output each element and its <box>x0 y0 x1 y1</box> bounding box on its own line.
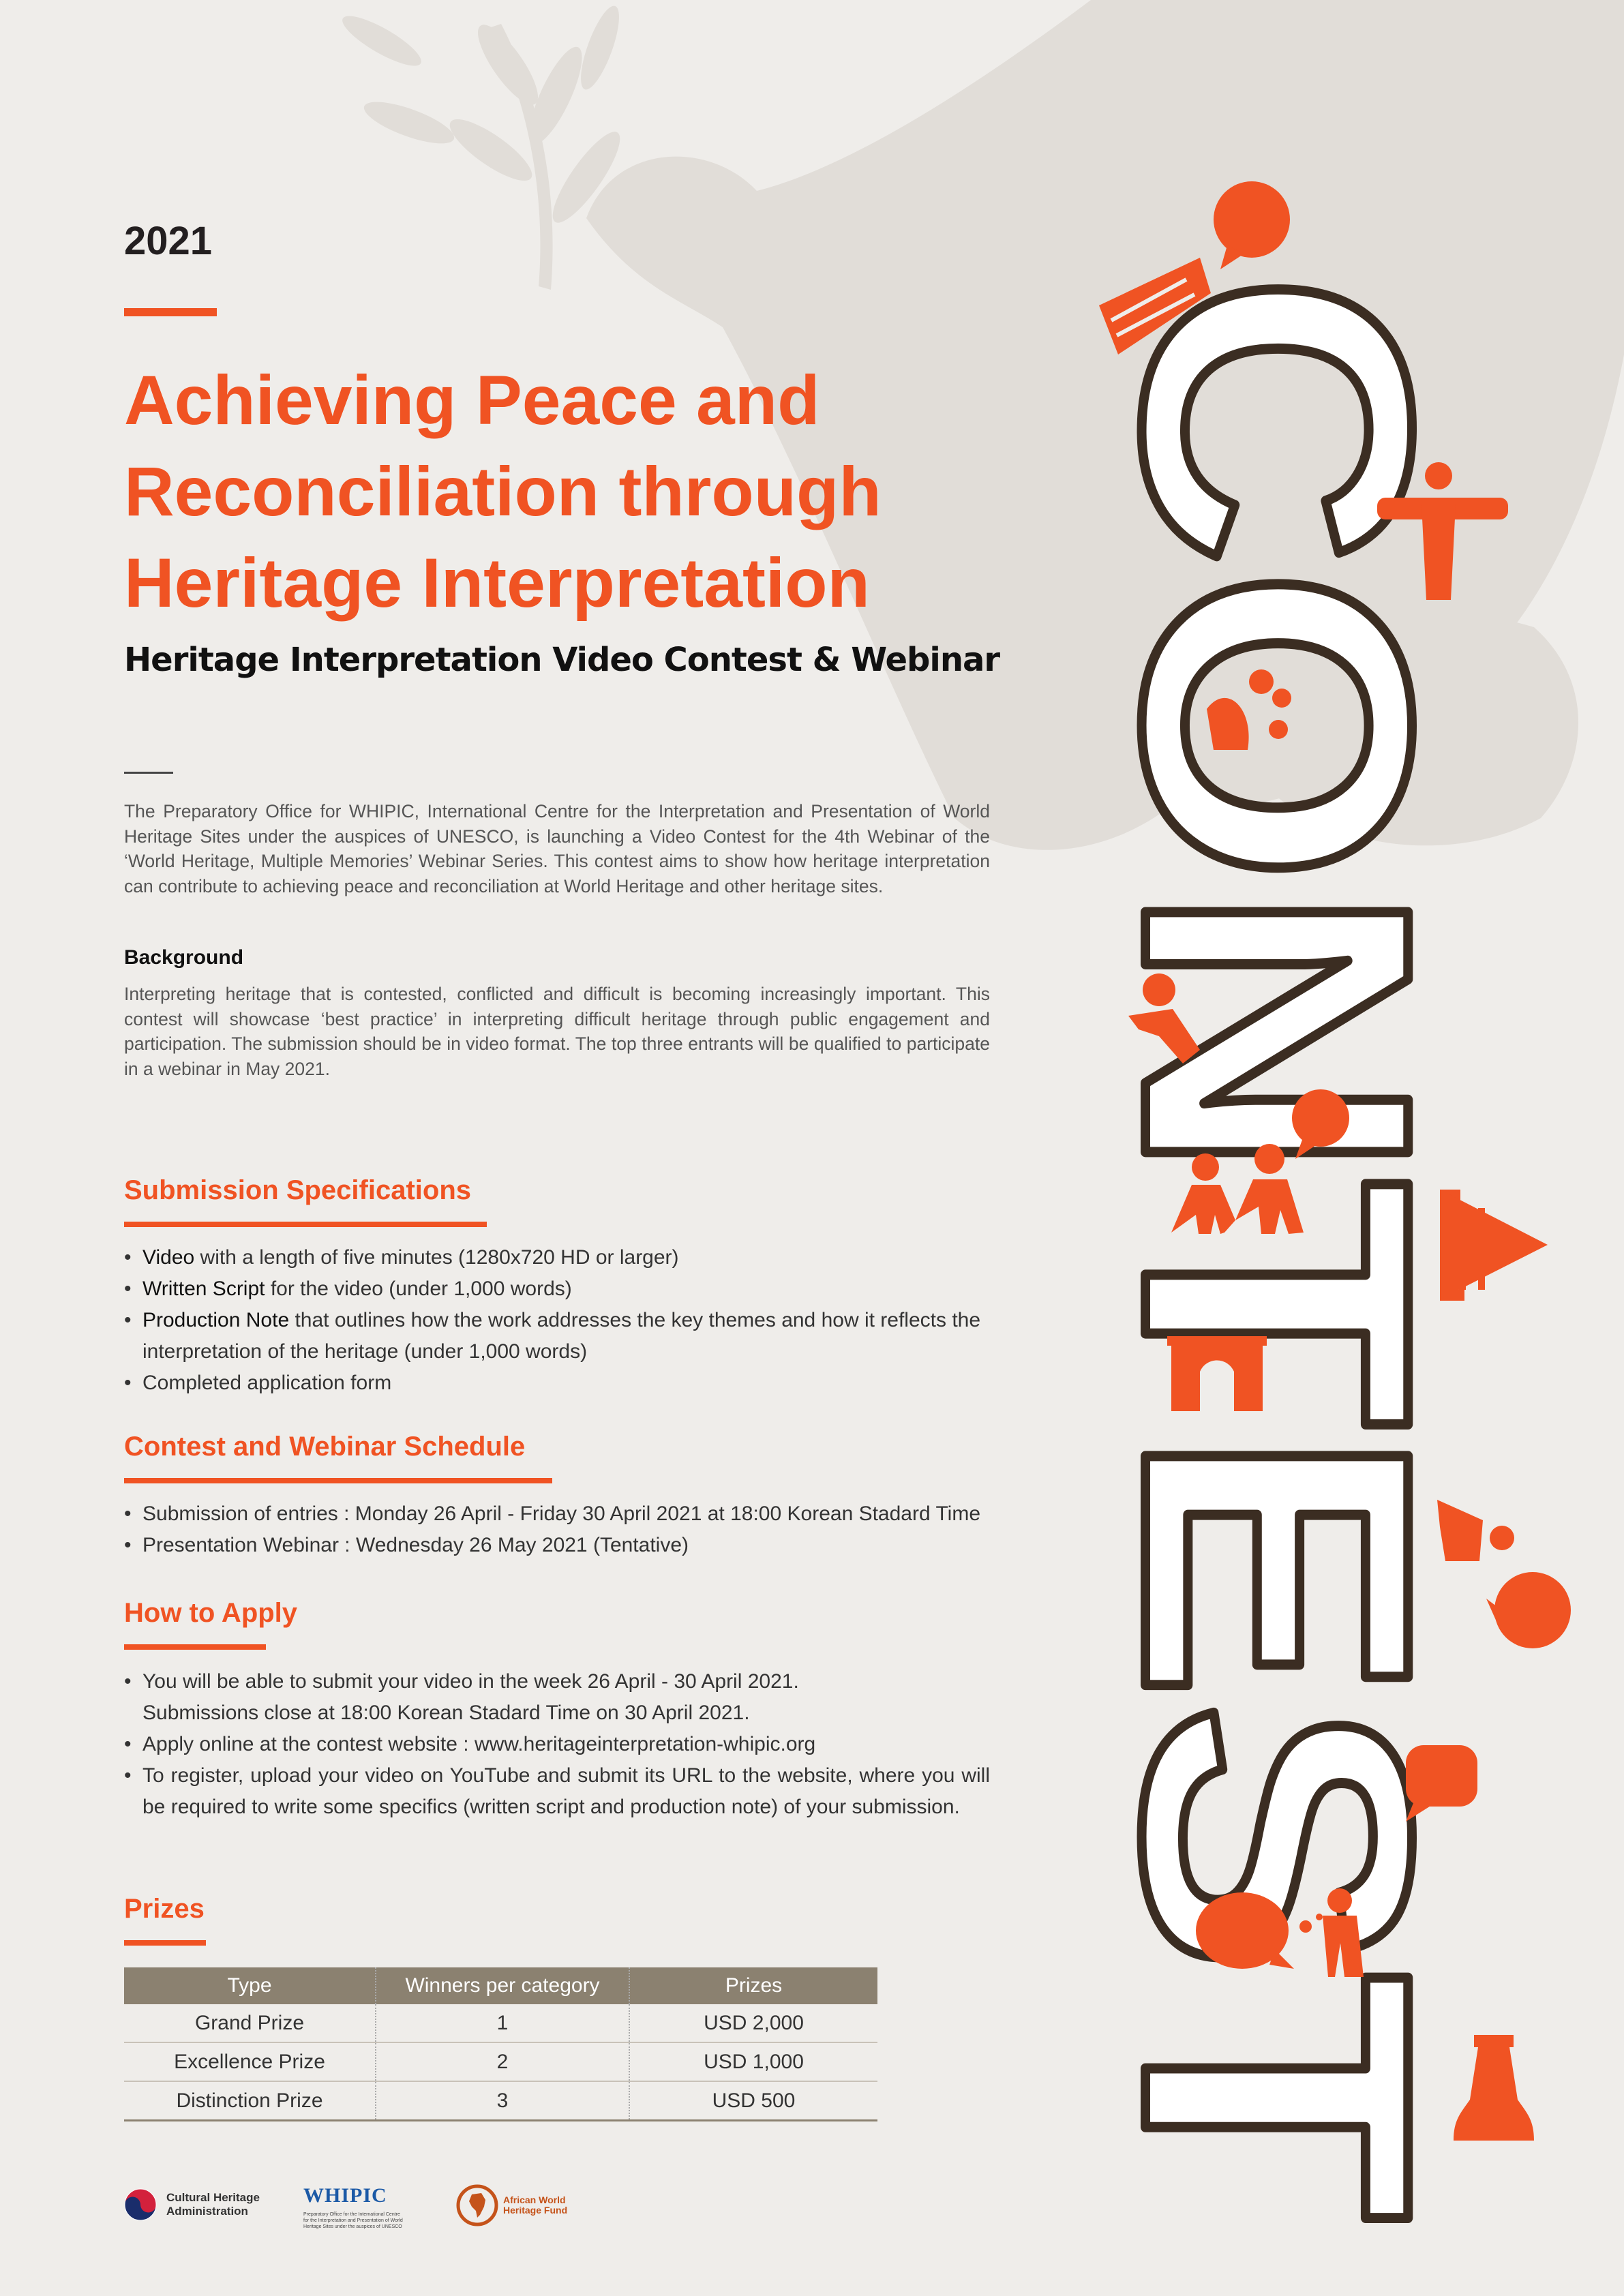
cha-logo-text <box>166 2191 260 2218</box>
awhf-logo-line: Heritage Fund <box>503 2205 568 2216</box>
title-line: Achieving Peace and <box>124 361 820 439</box>
cha-logo-line: Administration <box>166 2205 248 2218</box>
whipic-logo <box>303 2184 406 2230</box>
apply-title: How to Apply <box>124 1598 298 1628</box>
schedule-underline <box>124 1478 552 1483</box>
table-row <box>124 2004 877 2042</box>
title-accent-bar <box>124 308 217 316</box>
table-cell: 1 <box>376 2004 629 2042</box>
prizes-title: Prizes <box>124 1894 205 1924</box>
list-item <box>124 1368 1004 1399</box>
list-item <box>124 1729 990 1760</box>
table-cell: USD 500 <box>629 2081 877 2121</box>
contest-text: CONTEST <box>1064 273 1491 2097</box>
list-item-text: that outlines how the work addresses the key themes and how it reflects the interpretation of the heritage (under 1,000 words) <box>142 1309 981 1363</box>
schedule-list <box>124 1498 1004 1561</box>
title-line: Heritage Interpretation <box>124 544 870 622</box>
year: 2021 <box>124 219 213 263</box>
list-item-text: Completed application form <box>142 1372 392 1394</box>
list-item <box>124 1273 1004 1305</box>
list-item-text: You will be able to submit your video in the week 26 April - 30 April 2021. <box>142 1670 799 1693</box>
list-item: • Presentation Webinar : Wednesday 26 May 2021 (Tentative) <box>124 1530 1004 1561</box>
list-item <box>124 1242 1004 1273</box>
title-line: Reconciliation through <box>124 453 882 530</box>
submission-list <box>124 1242 1004 1399</box>
table-cell: 3 <box>376 2081 629 2121</box>
whipic-logo-subtext: Preparatory Office for the International Centre for the Interpretation and Presentation of World Heritage Sites under the auspices of UNESCO <box>303 2212 403 2229</box>
awhf-logo-text <box>503 2195 567 2216</box>
list-item-emphasis: Video <box>142 1246 195 1269</box>
list-item-text: Submissions close at 18:00 Korean Stadard Time on 30 April 2021. <box>142 1702 750 1724</box>
temple-icon <box>1440 1190 1548 1301</box>
column-header: Prizes <box>629 1967 877 2004</box>
table-cell: Distinction Prize <box>124 2081 376 2121</box>
prizes-table <box>124 1967 877 2121</box>
submission-title: Submission Specifications <box>124 1175 472 1205</box>
page-subtitle: Heritage Interpretation Video Contest & Webinar <box>124 641 1000 679</box>
list-item-text: for the video (under 1,000 words) <box>265 1278 572 1300</box>
speech-bubble-icon <box>1406 1745 1477 1807</box>
list-item-emphasis: Production Note <box>142 1309 290 1331</box>
cha-logo-line: Cultural Heritage <box>166 2191 260 2204</box>
list-item <box>124 1760 990 1823</box>
africa-emblem-icon <box>455 2184 499 2227</box>
apply-list <box>124 1666 990 1823</box>
list-item-text: To register, upload your video on YouTube and submit its URL to the website, where you will be required to write some specifics (written script and production note) of your submission. <box>142 1764 990 1818</box>
table-row <box>124 2081 877 2121</box>
list-item <box>124 1666 990 1729</box>
olive-branch <box>337 2 630 290</box>
table-cell: USD 1,000 <box>629 2042 877 2081</box>
list-item <box>124 1305 1004 1368</box>
background-heading: Background <box>124 946 244 969</box>
awhf-logo-line: African World <box>503 2194 566 2205</box>
background-text: Interpreting heritage that is contested, conflicted and difficult is becoming increasingly important. This contest will showcase ‘best practice’ in interpreting difficult heritage through public engagement and participation. The submission should be in video format. The top three entrants will be qualified to participate in a webinar in May 2021. <box>124 984 990 1079</box>
apply-underline <box>124 1644 266 1650</box>
speech-bubble-icon <box>1494 1572 1571 1648</box>
whipic-logo-text: WHIPIC <box>303 2184 387 2207</box>
schedule-title: Contest and Webinar Schedule <box>124 1432 526 1462</box>
divider <box>124 772 173 774</box>
table-header-row <box>124 1967 877 2004</box>
column-header: Type <box>124 1967 376 2004</box>
table-cell: 2 <box>376 2042 629 2081</box>
cha-logo <box>124 2188 260 2221</box>
taegeuk-icon <box>124 2188 157 2221</box>
list-item: • Submission of entries : Monday 26 April - Friday 30 April 2021 at 18:00 Korean Stadard Time <box>124 1498 1004 1530</box>
prizes-underline <box>124 1940 206 1946</box>
table-row <box>124 2042 877 2081</box>
page-title <box>124 354 1092 629</box>
submission-underline <box>124 1222 487 1227</box>
list-item-text: with a length of five minutes (1280x720 HD or larger) <box>194 1246 679 1269</box>
speech-bubble-icon <box>1292 1089 1349 1147</box>
intro-text: The Preparatory Office for WHIPIC, International Centre for the Interpretation and Presentation of World Heritage Sites under the auspices of UNESCO, is launching a Video Contest for the 4th Webinar of the ‘World Heritage, Multiple Memories’ Webinar Series. This contest aims to show how heritage interpretation can contribute to achieving peace and reconciliation at World Heritage and other heritage sites. <box>124 801 990 896</box>
speech-bubble-icon <box>1214 181 1290 258</box>
awhf-logo <box>455 2184 567 2227</box>
column-header: Winners per category <box>376 1967 629 2004</box>
table-cell: USD 2,000 <box>629 2004 877 2042</box>
list-item-text: Apply online at the contest website : www.heritageinterpretation-whipic.org <box>142 1733 816 1755</box>
table-cell: Grand Prize <box>124 2004 376 2042</box>
table-cell: Excellence Prize <box>124 2042 376 2081</box>
list-item-emphasis: Written Script <box>142 1278 265 1300</box>
